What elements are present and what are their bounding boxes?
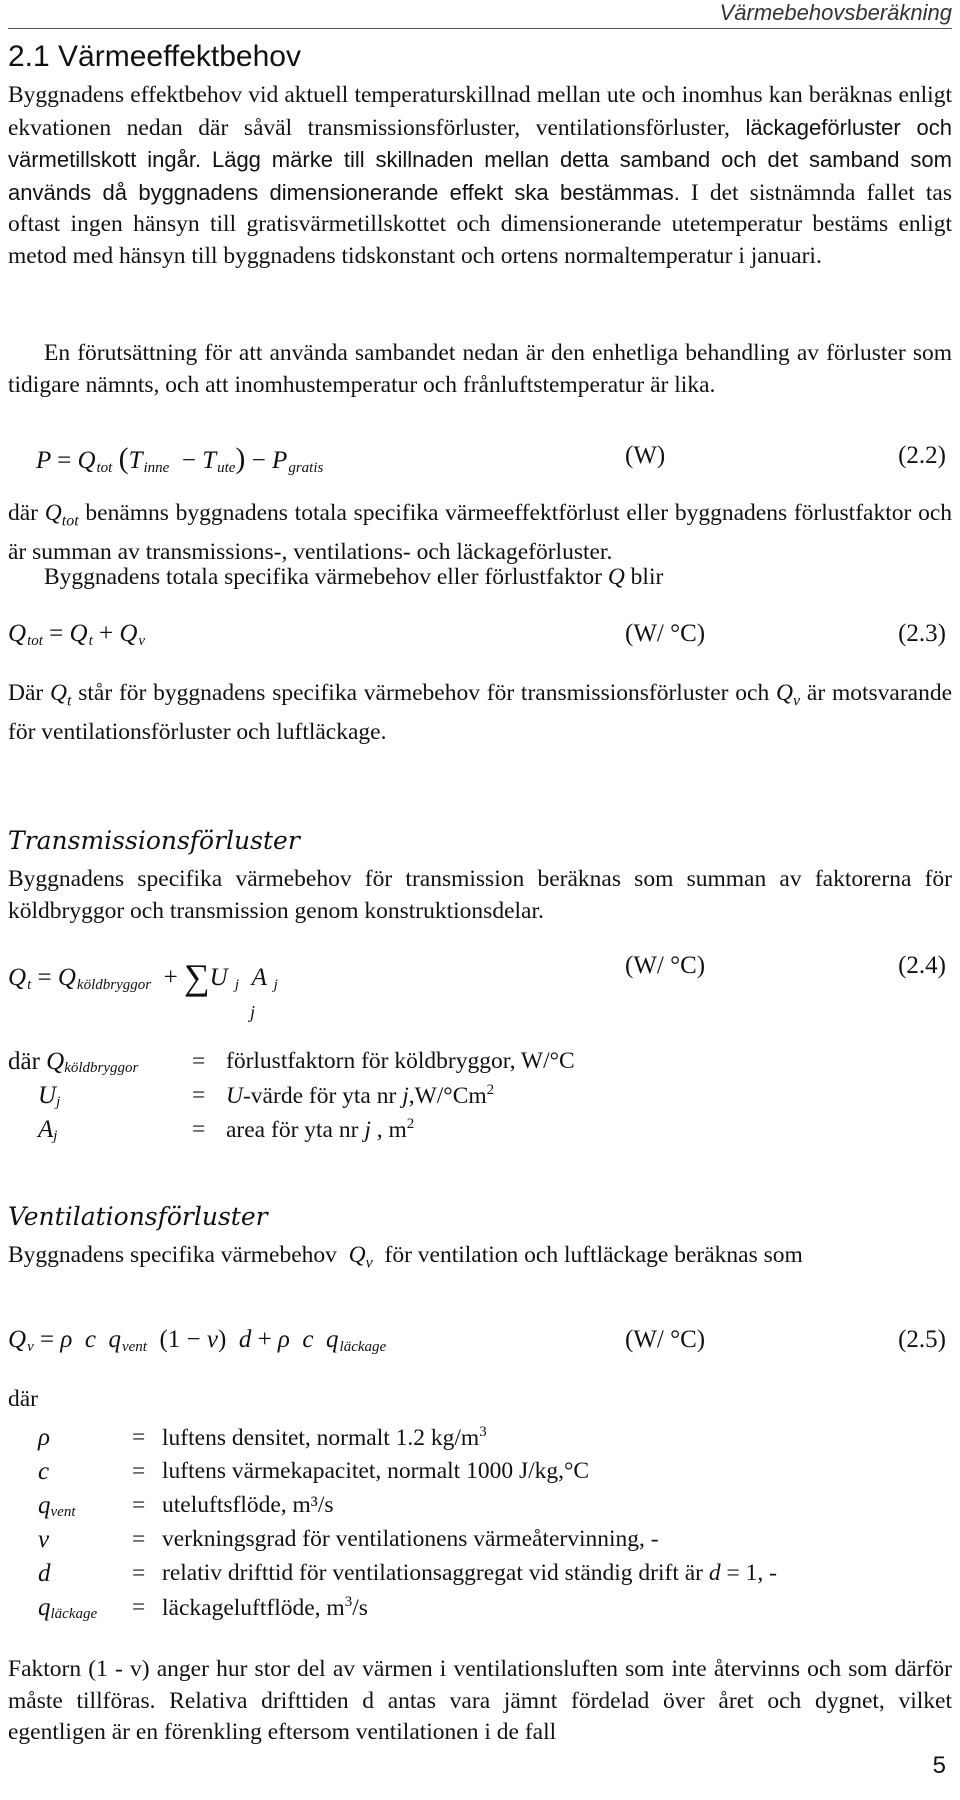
qtot-intro-end: blir: [630, 564, 664, 590]
definition-text: uteluftsflöde, m³/s: [162, 1492, 334, 1518]
equation-2-4-formula: $Q_t = Q_{köldbryggor} + \sum U$ $_j$ A $_j$: [8, 957, 278, 997]
ventilation-heading: Ventilationsförluster: [8, 1202, 268, 1231]
equation-2-2-formula: $P = Q_{tot}$ $(T_{inne} - T_{ute}) - P_{gratis}$: [36, 442, 324, 476]
ventilation-definitions: ρ = luftens densitet, normalt 1.2 $kg/m^3$ c = luftens värmekapacitet, normalt 1000 J/kg,°C $q_{vent}$ = uteluftsflöde, m³/s v = verkningsgrad för ventilationens värmeåtervinning, - d = relativ drifttid för ventilationsaggregat vid ständig drift är d = 1, - $q_{läckage}$ = läckageluftflöde, $m^3/s$: [38, 1424, 777, 1622]
intro-p1-rest: I det sistnämnda fallet tas oftast ingen hänsyn till gratisvärmetillskottet och dimensionerande utetemperatur bestäms enligt metod med hänsyn till byggnadens tidskonstant och ortens normaltemperatur i januari.: [8, 179, 952, 269]
equation-2-3-unit: (W/ °C): [625, 620, 706, 647]
intro-paragraph-2: En förutsättning för att använda sambandet nedan är den enhetliga behandling av förluster som tidigare nämnts, och att inomhustemperatur och frånluftstemperatur är lika.: [8, 340, 952, 398]
equation-2-5-number: (2.5): [898, 1326, 946, 1353]
qtot-description: där $Q_{tot}$ benämns byggnadens totala specifika värmeeffektförlust eller byggnadens förlustfaktor och är summan av transmissions-, ventilations- och läckageförluster.: [8, 500, 952, 566]
qt-qv-description: Där $Q_t$ står för byggnadens specifika värmebehov för transmissionsförluster och $Q_v$ är motsvarande för ventilationsförluster och luftläckage.: [8, 680, 953, 746]
definition-text: luftens densitet, normalt 1.2 kg/m: [162, 1424, 480, 1451]
qtot-intro-text: Byggnadens totala specifika värmebehov eller förlustfaktor: [44, 564, 602, 590]
qtot-description-text: benämns byggnadens totala specifika värmeeffektförlust eller byggnadens förlustfaktor och är summan av transmissions-, ventilations- och läckageförluster.: [8, 500, 952, 566]
equation-2-3-number: (2.3): [898, 620, 946, 647]
transmission-heading: Transmissionsförluster: [8, 826, 300, 855]
equation-2-4: [8, 952, 952, 1022]
transmission-definitions: där $Q_{köldbryggor}$ = förlustfaktorn för köldbryggor, W/°C $U_j$ = U-värde för yta nr j,W/°Cm$^2$ $A_j$ = area för yta nr j , $m^2$: [8, 1048, 575, 1144]
equation-2-4-sum-index: j: [250, 1002, 256, 1022]
equation-2-3-formula: $Q_{tot} = Q_t + Q_v$: [8, 620, 146, 649]
definition-text: relativ drifttid för ventilationsaggregat vid ständig drift är: [162, 1560, 703, 1586]
equation-2-2-number: (2.2): [898, 442, 946, 469]
qtot-intro: Byggnadens totala specifika värmebehov eller förlustfaktor Q blir: [44, 564, 664, 590]
definition-text: luftens värmekapacitet, normalt 1000 J/kg,°C: [162, 1458, 590, 1484]
header-rule: [8, 28, 952, 29]
equation-2-5-unit: (W/ °C): [625, 1326, 706, 1353]
equation-2-2: [8, 442, 952, 486]
equation-2-4-number: (2.4): [898, 952, 946, 979]
definition-text: förlustfaktorn för köldbryggor, W/°C: [226, 1048, 575, 1074]
intro-p1-sans: läckageförluster och värmetillskott ingår. Lägg märke till skillnaden mellan detta samband och det samband som används då byggnadens dimensionerande effekt ska bestämmas.: [8, 114, 952, 205]
transmission-body: Byggnadens specifika värmebehov för transmission beräknas som summan av faktorerna för köldbryggor och transmission genom konstruktionsdelar.: [8, 866, 952, 924]
equation-2-4-unit: (W/ °C): [625, 952, 706, 979]
page-number: 5: [932, 1752, 946, 1779]
ventilation-dar: där: [8, 1386, 39, 1412]
intro-p1-serif: Byggnadens effektbehov vid aktuell temperaturskillnad mellan ute och inomhus kan beräknas enligt ekvationen nedan där såväl transmissionsförluster, ventilationsförluster,: [8, 82, 952, 141]
equation-2-5-formula: $Q_v = \rho$ c $q_{vent}$ (1 − v) d + ρ c $q_{läckage}$: [8, 1326, 387, 1355]
equation-2-3: [8, 620, 952, 664]
qv-description-text: är motsvarande för ventilationsförluster och luftläckage.: [8, 680, 953, 746]
ventilation-body: Byggnadens specifika värmebehov $Q_v$ för ventilation och luftläckage beräknas som: [8, 1242, 803, 1272]
definition-text: läckageluftflöde, m: [162, 1594, 345, 1621]
qt-description-text: står för byggnadens specifika värmebehov för transmissionsförluster och: [78, 680, 770, 706]
definition-text: area för yta nr: [226, 1116, 359, 1143]
definition-text: -värde för yta nr: [242, 1082, 397, 1109]
equation-2-5: [8, 1326, 952, 1370]
definition-text: verkningsgrad för ventilationens värmeåtervinning, -: [162, 1526, 659, 1552]
intro-paragraph-1: [8, 80, 952, 272]
running-header: Värmebehovsberäkning: [719, 0, 952, 25]
ventilation-closing: Faktorn (1 - v) anger hur stor del av värmen i ventilationsluften som inte återvinns och som därför måste tillföras. Relativa drifttiden d antas vara jämnt fördelad över året och dygnet, vilket egentligen är en förenkling eftersom ventilationen i de fall: [8, 1656, 952, 1745]
section-title: 2.1 Värmeeffektbehov: [8, 40, 301, 73]
equation-2-2-unit: (W): [625, 442, 666, 469]
